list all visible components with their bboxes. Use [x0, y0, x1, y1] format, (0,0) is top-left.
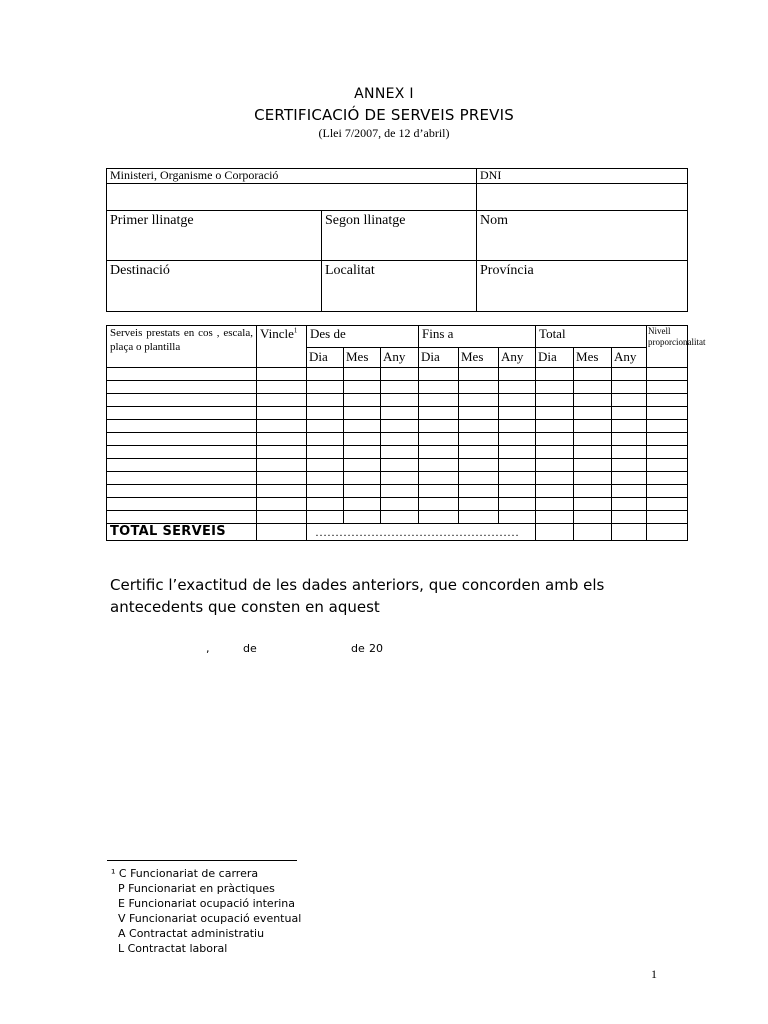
- service-cell[interactable]: [536, 459, 574, 472]
- service-cell[interactable]: [647, 459, 688, 472]
- total-day-cell[interactable]: [536, 524, 574, 541]
- service-cell[interactable]: [381, 498, 419, 511]
- service-cell[interactable]: [499, 498, 536, 511]
- footnote-item: ¹ C Funcionariat de carrera: [111, 867, 259, 880]
- service-cell[interactable]: [257, 498, 307, 511]
- service-cell[interactable]: [459, 498, 499, 511]
- service-cell[interactable]: [257, 381, 307, 394]
- service-row: [107, 446, 688, 459]
- service-cell[interactable]: [257, 446, 307, 459]
- service-cell[interactable]: [419, 472, 459, 485]
- service-cell[interactable]: [307, 472, 344, 485]
- service-cell[interactable]: [419, 368, 459, 381]
- service-cell[interactable]: [307, 498, 344, 511]
- service-cell[interactable]: [612, 446, 647, 459]
- destination-field[interactable]: [107, 261, 322, 312]
- service-cell[interactable]: [257, 433, 307, 446]
- service-cell[interactable]: [647, 368, 688, 381]
- service-cell[interactable]: [459, 511, 499, 524]
- first-surname-label: Primer llinatge: [110, 213, 194, 228]
- service-cell[interactable]: [257, 368, 307, 381]
- service-cell[interactable]: [257, 485, 307, 498]
- footnote-ref: 1: [293, 326, 298, 335]
- service-cell[interactable]: [536, 485, 574, 498]
- service-cell[interactable]: [536, 394, 574, 407]
- service-cell[interactable]: [536, 446, 574, 459]
- destination-label: Destinació: [110, 263, 170, 278]
- service-cell[interactable]: [344, 381, 381, 394]
- service-cell[interactable]: [647, 407, 688, 420]
- service-cell[interactable]: [344, 407, 381, 420]
- service-cell[interactable]: [612, 381, 647, 394]
- footnote-item: V Funcionariat ocupació eventual: [118, 912, 302, 925]
- service-cell[interactable]: [381, 511, 419, 524]
- service-cell[interactable]: [307, 511, 344, 524]
- service-cell[interactable]: [381, 381, 419, 394]
- second-surname-label: Segon llinatge: [325, 213, 406, 228]
- service-cell[interactable]: [459, 381, 499, 394]
- dni-label: DNI: [477, 169, 688, 184]
- service-cell[interactable]: [307, 381, 344, 394]
- service-cell[interactable]: [307, 459, 344, 472]
- service-cell[interactable]: [107, 368, 257, 381]
- total-dots[interactable]: ……………………………………………: [307, 524, 536, 541]
- service-row: [107, 472, 688, 485]
- service-cell[interactable]: [647, 472, 688, 485]
- service-cell[interactable]: [536, 498, 574, 511]
- service-cell[interactable]: [107, 446, 257, 459]
- service-cell[interactable]: [612, 472, 647, 485]
- service-cell[interactable]: [344, 420, 381, 433]
- name-label: Nom: [480, 213, 509, 228]
- service-cell[interactable]: [307, 407, 344, 420]
- service-cell[interactable]: [419, 420, 459, 433]
- second-surname-field[interactable]: [322, 211, 477, 261]
- service-cell[interactable]: [574, 472, 612, 485]
- service-cell[interactable]: [459, 472, 499, 485]
- service-cell[interactable]: [107, 394, 257, 407]
- service-cell[interactable]: [257, 472, 307, 485]
- province-label: Província: [480, 263, 534, 278]
- service-cell[interactable]: [381, 420, 419, 433]
- service-rows: [107, 368, 688, 524]
- service-cell[interactable]: [419, 459, 459, 472]
- service-cell[interactable]: [419, 394, 459, 407]
- service-cell[interactable]: [574, 368, 612, 381]
- service-cell[interactable]: [257, 420, 307, 433]
- service-cell[interactable]: [257, 394, 307, 407]
- locality-label: Localitat: [325, 263, 375, 278]
- service-cell[interactable]: [459, 420, 499, 433]
- service-cell[interactable]: [419, 407, 459, 420]
- from-header: Des de: [307, 326, 419, 348]
- total-month-cell[interactable]: [574, 524, 612, 541]
- service-cell[interactable]: [344, 433, 381, 446]
- service-cell[interactable]: [419, 511, 459, 524]
- service-cell[interactable]: [499, 485, 536, 498]
- service-cell[interactable]: [612, 459, 647, 472]
- service-row: [107, 381, 688, 394]
- footnote-item: E Funcionariat ocupació interina: [118, 897, 295, 910]
- total-day-header: Dia: [536, 348, 574, 368]
- level-header: Nivell proporcionalitat: [647, 326, 688, 368]
- service-cell[interactable]: [574, 381, 612, 394]
- first-surname-field[interactable]: [107, 211, 322, 261]
- service-cell[interactable]: [307, 485, 344, 498]
- service-cell[interactable]: [419, 433, 459, 446]
- service-cell[interactable]: [307, 368, 344, 381]
- service-cell[interactable]: [257, 407, 307, 420]
- service-cell[interactable]: [499, 420, 536, 433]
- service-cell[interactable]: [307, 446, 344, 459]
- service-cell[interactable]: [459, 407, 499, 420]
- service-cell[interactable]: [574, 407, 612, 420]
- service-cell[interactable]: [307, 394, 344, 407]
- services-header: Serveis prestats en cos , escala, plaça o plantilla: [107, 326, 257, 368]
- service-cell[interactable]: [536, 407, 574, 420]
- service-cell[interactable]: [647, 446, 688, 459]
- service-cell[interactable]: [499, 407, 536, 420]
- service-cell[interactable]: [536, 368, 574, 381]
- from-year-header: Any: [381, 348, 419, 368]
- locality-field[interactable]: [322, 261, 477, 312]
- service-cell[interactable]: [419, 498, 459, 511]
- service-cell[interactable]: [307, 420, 344, 433]
- service-cell[interactable]: [107, 485, 257, 498]
- personal-data-table: [106, 168, 688, 312]
- service-cell[interactable]: [612, 407, 647, 420]
- service-cell[interactable]: [459, 433, 499, 446]
- bond-header: [257, 326, 307, 368]
- service-cell[interactable]: [381, 407, 419, 420]
- to-day-header: Dia: [419, 348, 459, 368]
- service-cell[interactable]: [536, 511, 574, 524]
- bond-header-label: Vincle: [260, 326, 294, 341]
- law-reference: (Llei 7/2007, de 12 d’abril): [318, 126, 450, 140]
- service-cell[interactable]: [499, 433, 536, 446]
- page-number: 1: [651, 967, 657, 981]
- service-cell[interactable]: [107, 407, 257, 420]
- service-cell[interactable]: [536, 472, 574, 485]
- service-cell[interactable]: [344, 368, 381, 381]
- service-cell[interactable]: [381, 368, 419, 381]
- from-month-header: Mes: [344, 348, 381, 368]
- to-header: Fins a: [419, 326, 536, 348]
- total-year-cell[interactable]: [612, 524, 647, 541]
- service-cell[interactable]: [612, 485, 647, 498]
- service-cell[interactable]: [574, 511, 612, 524]
- footnote-item: L Contractat laboral: [118, 942, 228, 955]
- service-cell[interactable]: [459, 446, 499, 459]
- total-year-header: Any: [612, 348, 647, 368]
- document-title: CERTIFICACIÓ DE SERVEIS PREVIS: [254, 106, 514, 124]
- footnote-item: P Funcionariat en pràctiques: [118, 882, 275, 895]
- service-cell[interactable]: [612, 368, 647, 381]
- service-cell[interactable]: [344, 446, 381, 459]
- services-table: [106, 325, 706, 541]
- province-field[interactable]: [477, 261, 688, 312]
- service-cell[interactable]: [419, 446, 459, 459]
- service-cell[interactable]: [307, 433, 344, 446]
- service-cell[interactable]: [499, 368, 536, 381]
- service-cell[interactable]: [574, 459, 612, 472]
- service-cell[interactable]: [647, 433, 688, 446]
- service-cell[interactable]: [499, 472, 536, 485]
- service-cell[interactable]: [419, 485, 459, 498]
- date-year-prefix: 20: [369, 642, 383, 655]
- dni-field[interactable]: [477, 184, 688, 211]
- service-cell[interactable]: [107, 433, 257, 446]
- service-cell[interactable]: [344, 459, 381, 472]
- service-cell[interactable]: [381, 459, 419, 472]
- service-cell[interactable]: [499, 394, 536, 407]
- service-cell[interactable]: [459, 459, 499, 472]
- to-month-header: Mes: [459, 348, 499, 368]
- service-cell[interactable]: [459, 485, 499, 498]
- annex-heading: ANNEX I: [354, 86, 414, 102]
- service-cell[interactable]: [381, 485, 419, 498]
- service-cell[interactable]: [574, 420, 612, 433]
- service-cell[interactable]: [107, 381, 257, 394]
- service-cell[interactable]: [381, 472, 419, 485]
- service-cell[interactable]: [647, 394, 688, 407]
- ministry-field[interactable]: [107, 184, 477, 211]
- service-cell[interactable]: [381, 446, 419, 459]
- service-cell[interactable]: [459, 368, 499, 381]
- service-cell[interactable]: [612, 420, 647, 433]
- ministry-label: Ministeri, Organisme o Corporació: [107, 169, 477, 184]
- service-cell[interactable]: [647, 485, 688, 498]
- to-year-header: Any: [499, 348, 536, 368]
- service-cell[interactable]: [499, 381, 536, 394]
- service-cell[interactable]: [647, 381, 688, 394]
- service-cell[interactable]: [647, 420, 688, 433]
- service-cell[interactable]: [257, 459, 307, 472]
- service-row: [107, 498, 688, 511]
- service-row: [107, 368, 688, 381]
- service-cell[interactable]: [612, 394, 647, 407]
- service-cell[interactable]: [536, 381, 574, 394]
- service-cell[interactable]: [107, 459, 257, 472]
- service-row: [107, 407, 688, 420]
- service-cell[interactable]: [536, 420, 574, 433]
- total-header: Total: [536, 326, 647, 348]
- service-cell[interactable]: [381, 433, 419, 446]
- service-cell[interactable]: [499, 511, 536, 524]
- service-cell[interactable]: [499, 446, 536, 459]
- from-day-header: Dia: [307, 348, 344, 368]
- service-cell[interactable]: [459, 394, 499, 407]
- service-cell[interactable]: [107, 498, 257, 511]
- service-cell[interactable]: [344, 472, 381, 485]
- service-cell[interactable]: [612, 511, 647, 524]
- service-cell[interactable]: [257, 511, 307, 524]
- service-row: [107, 511, 688, 524]
- service-cell[interactable]: [574, 485, 612, 498]
- service-cell[interactable]: [574, 498, 612, 511]
- service-cell[interactable]: [107, 472, 257, 485]
- date-comma: ,: [206, 642, 210, 655]
- service-cell[interactable]: [381, 394, 419, 407]
- footnote-separator: [107, 860, 297, 861]
- service-cell[interactable]: [612, 433, 647, 446]
- total-month-header: Mes: [574, 348, 612, 368]
- service-cell[interactable]: [344, 394, 381, 407]
- certification-text: Certific l’exactitud de les dades anteriors, que concorden amb els antecedents que consten en aquest: [110, 576, 605, 616]
- footnote-item: A Contractat administratiu: [118, 927, 265, 940]
- service-cell[interactable]: [344, 498, 381, 511]
- total-services-label: TOTAL SERVEIS: [107, 524, 257, 541]
- service-cell[interactable]: [107, 420, 257, 433]
- service-row: [107, 394, 688, 407]
- service-cell[interactable]: [647, 511, 688, 524]
- service-cell[interactable]: [612, 498, 647, 511]
- total-level-cell[interactable]: [647, 524, 688, 541]
- service-cell[interactable]: [574, 446, 612, 459]
- service-cell[interactable]: [574, 433, 612, 446]
- service-row: [107, 420, 688, 433]
- service-row: [107, 433, 688, 446]
- service-cell[interactable]: [344, 485, 381, 498]
- service-cell[interactable]: [647, 498, 688, 511]
- service-row: [107, 459, 688, 472]
- total-bond-cell[interactable]: [257, 524, 307, 541]
- service-cell[interactable]: [107, 511, 257, 524]
- service-cell[interactable]: [419, 381, 459, 394]
- service-cell[interactable]: [344, 511, 381, 524]
- service-cell[interactable]: [536, 433, 574, 446]
- date-de-2: de: [351, 642, 365, 655]
- name-field[interactable]: [477, 211, 688, 261]
- service-row: [107, 485, 688, 498]
- service-cell[interactable]: [574, 394, 612, 407]
- date-de-1: de: [243, 642, 257, 655]
- service-cell[interactable]: [499, 459, 536, 472]
